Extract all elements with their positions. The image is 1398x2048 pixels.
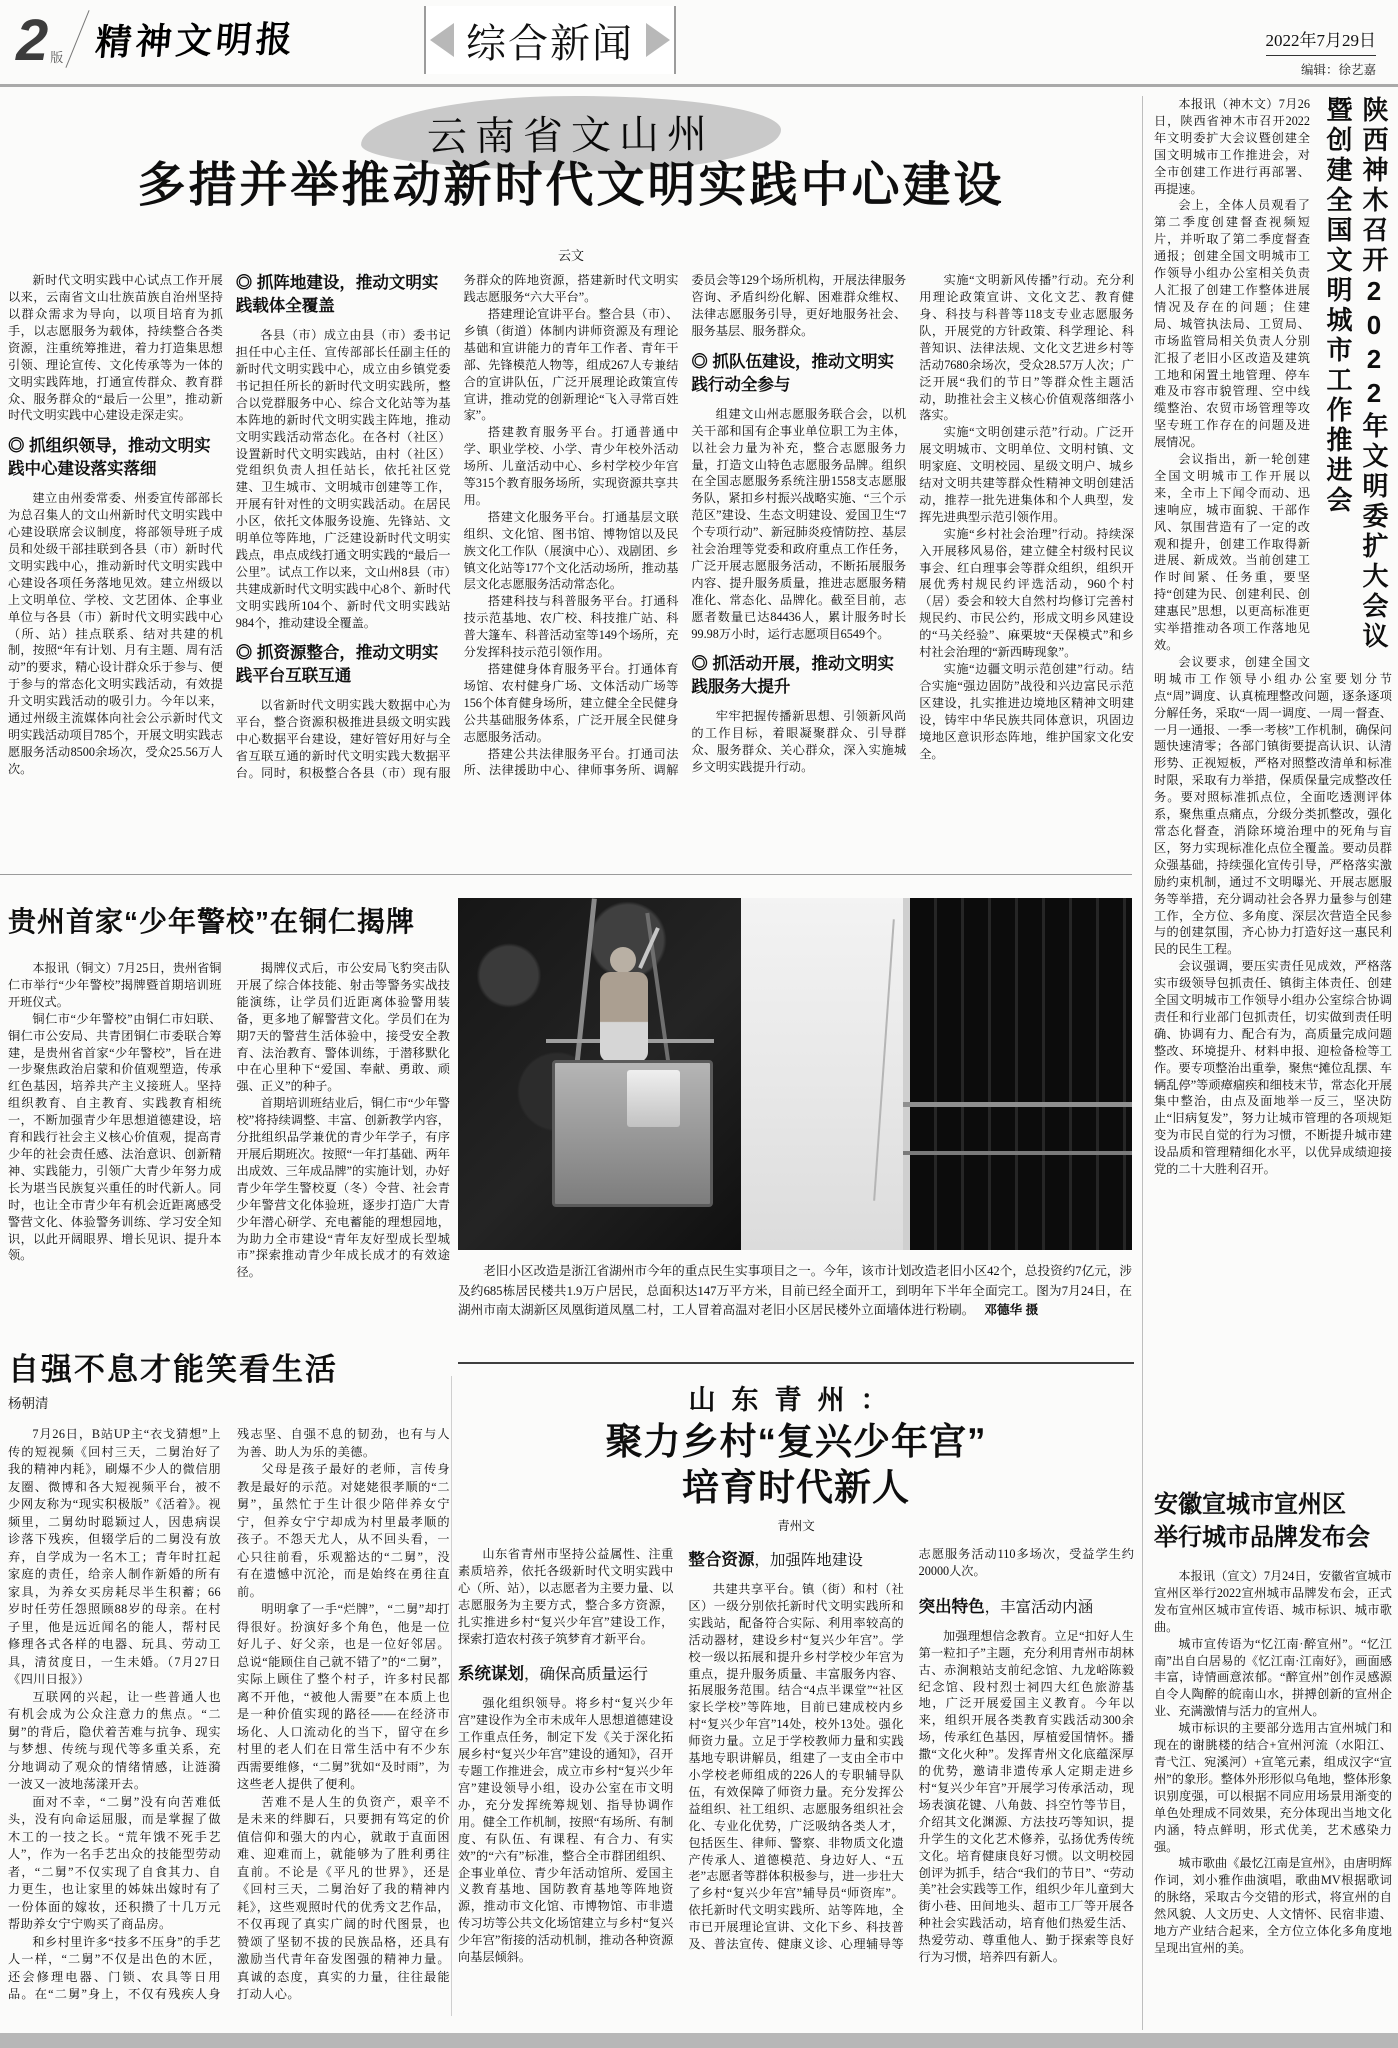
paragraph: 共建共享平台。镇（街）和村（社区）一级分别依托新时代文明实践所和实践站，配备符合实际、利用率较高的活动器材，建设乡村“复兴少年宫”。学校一级以拓展和提升乡村学校少年宫为重点，提升服务质量、丰富服务内容、拓展服务范围。结合“4点半课堂”“社区家长学校”等阵地，目前已建成校内乡村“复兴少年宫”14处，校外13处。强化师资力量。立足于学校教师力量和实践基地专职讲解员，组建了一支由全市中小学校老师组成的226人的专职辅导队伍，有效保障了师资力量。充分发挥公益组织、社工组织、志愿服务组织社会化、专业化优势，广泛吸纳各类人才，包括医生、律师、警察、非物质文化遗产传承人、道德模范、身边好人、“五老”志愿者等群体积极参与，进一步壮大了乡村“复兴少年宫”辅导员“师资库”。依托新时代文明实践所、站等阵地，全市已开展理论宣讲、文化下乡、科技普及、普法宣传、健康义诊、心理辅导等志愿服务活动110多场次，受益学生约20000人次。 [688, 1547, 1134, 1952]
headline-line: 陕西神木召开2022年文明委扩大会议 [1359, 96, 1389, 652]
paragraph: 首期培训班结业后，铜仁市“少年警校”将持续调整、丰富、创新教学内容，分批组织品学兼优的青少年学子，有序开展后期班次。按照“一年打基础、两年出成效、三年成品牌”的实施计划，办好青少年学生警校夏（冬）令营、社会青少年警营文化体验班，逐步打造广大青少年潜心研学、充电蓄能的理想园地，为助力全市建设“青年友好型成长型城市”探索推动青少年成长成才的有效途径。 [236, 1096, 450, 1280]
news-photo [458, 898, 1132, 1250]
xuanzhou-headline [1154, 1488, 1392, 1554]
section-subhead: 系统谋划，确保高质量运行 [458, 1665, 649, 1684]
masthead [16, 8, 298, 73]
paragraph: 城市宣传语为“忆江南·醉宣州”。“忆江南”出自白居易的《忆江南·江南好》，画面感丰富，诗情画意浓郁。“醉宣州”创作灵感源自令人陶醉的皖南山水，拼搏创新的宣州企业、充满激情与活力的宣州人。 [1154, 1636, 1392, 1719]
news-photo-block [458, 898, 1132, 1350]
article-kicker: 云南省文山州 [361, 94, 782, 173]
right-rail-rule [1142, 96, 1143, 2030]
caption-text: 老旧小区改造是浙江省湖州市今年的重点民生实事项目之一。今年，该市计划改造老旧小区42个，总投资约7亿元，涉及约685栋居民楼共1.9万户居民，总面积达147万平方米，目前已经全面开工，到明年下半年全面完工。图为7月24日，在湖州市南太湖新区凤凰街道凤凰二村，工人冒着高温对老旧小区居民楼外立面墙体进行粉刷。 [458, 1264, 1132, 1317]
paragraph: 实施“文明创建示范”行动。广泛开展文明城市、文明单位、文明村镇、文明家庭、文明校园、星级文明户、城乡结对文明共建等群众性精神文明创建活动，推荐一批先进集体和个人典型，发挥先进典型示范引领作用。 [919, 425, 1134, 524]
paragraph: 父母是孩子最好的老师，言传身教是最好的示范。对姥姥很孝顺的“二舅”，虽然忙于生计很少陪伴养女宁宁，但养女宁宁却成为村里最孝顺的孩子。不怨天尤人，从不回头看，一心只往前看，乐观豁达的“二舅”，没有在遗憾中沉沦，而是始终在勇往直前。 [237, 1462, 450, 1599]
paragraph: 以省新时代文明实践大数据中心为平台，整合资源积极推进县级文明实践中心数据平台建设，建好管好用好与全省互联互通的新时代文明实践大数据平台。同时，积极整合各县（市）现有服务群众的阵地资源，搭建新时代文明实践志愿服务“六大平台”。 [235, 273, 679, 781]
essay-headline: 自强不息才能笑看生活 [8, 1352, 338, 1387]
paragraph: 揭牌仪式后，市公安局飞豹突击队开展了综合体技能、射击等警务实战技能演练，让学员们近距离体验警用装备，更多地了解警营文化。学员们在为期7天的警营生活体验中，接受安全教育、法治教育、警体训练，于潜移默化中在心里种下“爱国、奉献、勇敢、顽强、正义”的种子。 [236, 961, 450, 1094]
article-tongren [8, 888, 450, 1340]
right-arrow-icon [646, 23, 670, 57]
paragraph: 组建文山州志愿服务联合会，以机关干部和国有企事业单位职工为主体，以社会力量为补充，整合志愿服务力量，打造文山特色志愿服务品牌。组织在全国志愿服务系统注册1558支志愿服务队，紧扣乡村振兴战略实施、“三个示范区”建设、生态文明建设、爱国卫生“7个专项行动”、新冠肺炎疫情防控、基层社会治理等党委和政府重点工作任务，广泛开展志愿服务活动，不断拓展服务内容、提升服务质量，推进志愿服务精准化、常态化、品牌化。截至目前，志愿者数量已达84436人，累计服务时长99.98万小时，运行志愿项目6549个。 [691, 406, 907, 641]
paragraph: 新时代文明实践中心试点工作开展以来，云南省文山壮族苗族自治州坚持以群众需求为导向，以项目培育为抓手，以志愿服务为载体，持续整合各类资源，注重统筹推进，着力打造集思想引领、理论宣传、文化传承等为一体的文明实践阵地，打通宣传群众、教育群众、服务群众的“最后一公里”，推动新时代文明实践中心建设走深走实。 [8, 273, 223, 423]
paragraph: 和乡村里许多“技多不压身”的手艺人一样，“二舅”不仅是出色的木匠，还会修理电器、门锁、农具等日用品。在“二舅”身上，不仅有残疾人身残志坚、自强不息的韧劲，也有与人为善、助人为乐的美德。 [8, 1427, 450, 2001]
section-subhead: ◎ 抓阵地建设，推动文明实践载体全覆盖 [235, 274, 439, 316]
section-subhead: ◎ 抓队伍建设，推动文明实践行动全参与 [691, 352, 894, 394]
bottom-column-rule [451, 1376, 452, 2016]
paragraph: 本报讯（铜文）7月25日，贵州省铜仁市举行“少年警校”揭牌暨首期培训班开班仪式。 [8, 961, 222, 1009]
paragraph: 搭建健身体育服务平台。打通体育场馆、农村健身广场、文体活动广场等156个体育健身场所，建立健全全民健身公共基础服务体系，广泛开展全民健身志愿服务活动。 [463, 662, 679, 744]
paragraph: 会议要求，创建全国文明城市工作领导小组办公室要划分节点“周”调度、认真梳理整改问题，逐条逐项分解任务，采取“一周一调度、一周一督查、一月一通报、一季一考核”工作机制，确保问题快速清零；各部门镇街要提高认识、认清形势、正视短板，严格对照整改清单和标准时限，采取有力举措，保质保量完成整改任务。要对照标准抓点位，全面吃透测评体系，聚焦重点痛点，分级分类抓整改，强化常态化督查，消除环境治理中的死角与盲区，努力实现标准化点位全覆盖。要动员群众强基础，持续强化宣传引导，严格落实激励约束机制，通过不文明曝光、开展志愿服务等举措，充分调动社会各界力量参与创建工作，全方位、多角度、深层次营造全民参与的创建氛围，齐心协力打造好这一惠民利民的民生工程。 [1154, 654, 1392, 957]
paragraph: 城市标识的主要部分选用古宣州城门和现在的谢朓楼的结合+宣州河流（水阳江、青弋江、宛溪河）+宣笔元素，组成汉字“宣州”的象形。整体外形形似乌龟地，整体形象识别度强，可以根据不同应用场景用渐变的单色处理成不同效果，充分体现出当地文化内涵，特点鲜明，形式优美，艺术感染力强。 [1154, 1721, 1392, 1854]
page-footer-bar [0, 2033, 1398, 2048]
section-title-box [424, 6, 676, 74]
paragraph: 铜仁市“少年警校”由铜仁市妇联、铜仁市公安局、共青团铜仁市委联合筹建，是贵州省首家“少年警校”，旨在进一步聚焦政治启蒙和价值观塑造，传承红色基因，培养共产主义接班人。坚持组织教育、自主教育、实践教育相统一，不断加强青少年思想道德建设，培育和践行社会主义核心价值观，提高青少年的社会责任感、法治意识、创新精神、实践能力，引领广大青少年努力成长为堪当民族复兴重任的时代新人。同时，也让全市青少年有机会近距离感受警营文化、体验警务训练、学习安全知识，以此开阔眼界、增长见识、提升本领。 [8, 1011, 222, 1263]
paragraph: 7月26日，B站UP主“衣戈猜想”上传的短视频《回村三天，二舅治好了我的精神内耗》，刷爆不少人的微信朋友圈、微博和各大短视频平台，被不少网友称为“现实积极版”《活着》。视频里，二舅幼时聪颖过人，因患病误诊落下残疾，但辍学后的二舅没有放弃，自学成为一名木工；青年时扛起家庭的责任，给亲人制作新婚的所有家具，为养女买房耗尽半生积蓄；66岁时任劳任怨照顾88岁的母亲。在村子里，他是远近闻名的能人，帮村民修理各式各样的电器、玩具、劳动工具，清贫度日，一生未婚。（7月27日《四川日报》） [8, 1427, 221, 1686]
qingzhou-headline [458, 1419, 1134, 1511]
section-subhead: ◎ 抓资源整合，推动文明实践平台互联互通 [235, 644, 439, 686]
article-xuanzhou [1154, 1488, 1392, 1957]
header-rule [0, 84, 1398, 87]
paragraph: 城市歌曲《最忆江南是宣州》，由唐明辉作词，刘小雅作曲演唱，歌曲MV根据歌词的脉络，采取古今交错的形式，将宣州的自然风貌、人文历史、人文情怀、民宿非遗、地方产业结合起来，全方位立体化多角度地呈现出宣州的美。 [1154, 1856, 1392, 1955]
paragraph: 各县（市）成立由县（市）委书记担任中心主任、宣传部部长任副主任的新时代文明实践中心，成立由乡镇党委书记担任所长的新时代文明实践所，整合以党群服务中心、综合文化站等为基本阵地的新时代文明实践主阵地，推动文明实践活动常态化。在各村（社区）设置新时代文明实践站，由村（社区）党组织负责人担任站长，依托社区党建、卫生城市、文明城市创建等工作，开展有针对性的文明实践活动。在居民小区，依托文体服务设施、先锋站、文明单位等阵地，广泛建设新时代文明实践点，串点成线打通文明实践的“最后一公里”。试点工作以来，文山州8县（市）共建成新时代文明实践中心8个、新时代文明实践所104个、新时代文明实践站984个，推动建设全覆盖。 [235, 328, 451, 630]
headline-line: 安徽宣城市宣州区 [1154, 1491, 1346, 1518]
tongren-body [8, 960, 450, 1324]
middle-divider-rule [0, 874, 1132, 875]
section-subhead: ◎ 抓活动开展，推动文明实践服务大提升 [691, 655, 894, 697]
headline-line: 暨创建全国文明城市工作推进会 [1323, 96, 1353, 516]
newspaper-nameplate: 精神文明报 [94, 19, 298, 63]
paragraph: 互联网的兴起，让一些普通人也有机会成为公众注意力的焦点。“二舅”的背后，隐伏着苦难与抗争、现实与梦想、传统与现代等多重关系，充分地调动了观众的情绪情感，让涟漪一波又一波地荡漾开去。 [8, 1689, 221, 1791]
paragraph: 本报讯（神木文）7月26日，陕西省神木市召开2022年文明委扩大会议暨创建全国文明城市工作推进会，对全市创建工作进行再部署、再提速。 [1154, 97, 1310, 196]
paragraph: 面对不幸，“二舅”没有向苦难低头，没有向命运屈服，而是掌握了做木工的一技之长。“荒年饿不死手艺人”，作为一名手艺出众的技能型劳动者，“二舅”不仅实现了自食其力、自力更生，也让家里的姊妹出嫁时有了一份体面的嫁妆，还积攒了十几万元帮助养女宁宁购买了商品房。 [8, 1794, 221, 1931]
photo-wall [741, 898, 903, 1250]
photo-credit: 邓德华 摄 [984, 1303, 1039, 1317]
paragraph: 明明拿了一手“烂牌”，“二舅”却打得很好。扮演好多个角色，他是一位好儿子、好父亲，也是一位好邻居。总说“能顾住自己就不错了”的“二舅”，实际上顾住了整个村子，许多村民都离不开他，“被他人需要”在本质上也是一种价值实现的路径——在经济市场化、人口流动化的当下，留守在乡村里的老人们在日常生活中有不少东西需要维修，“二舅”犹如“及时雨”，为这些老人提供了便利。 [237, 1602, 450, 1791]
paragraph: 实施“文明新风传播”行动。充分利用理论政策宣讲、文化文艺、教育健身、科技与科普等118支专业志愿服务队，开展党的方针政策、科学理论、科普知识、法律法规、文化文艺进乡村等活动7680余场次，受众28.57万人次；广泛开展“我们的节日”等群众性主题活动，助推社会主义核心价值观落细落小落实。 [919, 273, 1134, 423]
shenmu-vertical-headline [1320, 96, 1392, 662]
photo-rail-bar [903, 1151, 1132, 1155]
article-wenshan [8, 96, 1134, 868]
photo-worker [610, 947, 636, 973]
paragraph: 会议指出，新一轮创建全国文明城市工作开展以来，全市上下闻令而动、迅速响应，城市面貌、干部作风、氛围营造有了一定的改观和提升，创建工作取得新进展、新成效。当前创建工作时间紧、任务重，要坚持“创建为民、创建利民、创建惠民”思想，以更高标准更实举措推动各项工作落地见效。 [1154, 452, 1310, 652]
article-shenmu [1154, 96, 1392, 1480]
article-qingzhou [458, 1374, 1134, 2032]
photo-worker [600, 972, 648, 1062]
date-block [1266, 26, 1377, 78]
page-header [0, 0, 1398, 88]
headline-line: 聚力乡村“复兴少年宫” [605, 1421, 987, 1462]
editor-line: 编辑：徐艺嘉 [1300, 63, 1376, 77]
qingzhou-top-rule [458, 1362, 1134, 1364]
photo-paint-bucket [627, 1070, 681, 1126]
paragraph: 强化组织领导。将乡村“复兴少年宫”建设作为全市未成年人思想道德建设工作重点任务，制定下发《关于深化拓展乡村“复兴少年宫”建设的通知》，召开专题工作推进会，成立市乡村“复兴少年宫”建设领导小组，设办公室在市文明办，充分发挥统筹规划、指导协调作用。健全工作机制，按照“有场所、有制度、有队伍、有课程、有合力、有实效”的“六有”标准，整合全市群团组织、企事业单位、青少年活动馆所、爱国主义教育基地、国防教育基地等阵地资源，推动市文化馆、市博物馆、市非遗传习坊等公共文化场馆建立与乡村“复兴少年宫”衔接的活动机制，推动各种资源向基层倾斜。 [458, 1696, 674, 1965]
xuanzhou-body [1154, 1568, 1392, 1957]
photo-window [903, 898, 1132, 1250]
paragraph: 建立由州委常委、州委宣传部部长为总召集人的文山州新时代文明实践中心建设联席会议制度，将部领导班子成员和处级干部挂联到各县（市）新时代文明实践中心，推动新时代文明实践中心建设各项任务落地见效。建立州级以上文明单位、学校、文艺团体、企事业单位与各县（市）新时代文明实践中心（所、站）挂点联系、结对共建的机制，按照“年有计划、月有主题、周有活动”的要求，精心设计群众乐于参与、便于参与的常态化文明实践活动，有效提升文明实践活动的吸引力。今年以来，通过州级主流媒体向社会公示新时代文明实践活动项目785个，开展文明实践志愿服务活动8500余场次，受众25.56万人次。 [8, 491, 223, 776]
main-article-body [8, 272, 1134, 876]
headline-line: 举行城市品牌发布会 [1154, 1524, 1370, 1551]
section-subhead: 突出特色，丰富活动内涵 [918, 1597, 1094, 1616]
qingzhou-byline: 青州文 [777, 1519, 815, 1533]
right-rail [1154, 96, 1392, 2030]
tongren-headline: 贵州首家“少年警校”在铜仁揭牌 [8, 906, 416, 937]
essay-body [8, 1426, 450, 2038]
paragraph: 搭建理论宣讲平台。整合县（市）、乡镇（街道）体制内讲师资源及有理论基础和宣讲能力的青年工作者、青年干部、先锋模范人物等，组成267人专兼结合的宣讲队伍，广泛开展理论政策宣传宣讲，推动党的创新理论“飞入寻常百姓家”。 [463, 306, 679, 423]
main-headline: 多措并举推动新时代文明实践中心建设 [137, 159, 1005, 212]
paragraph: 会议强调，要压实责任见成效，严格落实市级领导包抓责任、镇街主体责任、创建全国文明城市工作领导小组办公室综合协调责任和行业部门包抓责任，切实做到责任明确、协调有力、配合有为，高质量完成问题整改、环境提升、材料申报、迎检备检等工作。要专项整治出重拳，聚焦“摊位乱摆、车辆乱停”等顽瘴痼疾和细枝末节，常态化开展集中整治，由点及面地举一反三，坚决防止“旧病复发”，努力让城市管理的各项规矩变为市民自觉的行为习惯，不断提升城市建设品质和管理精细化水平，以优异成绩迎接党的二十大胜利召开。 [1154, 959, 1392, 1177]
photo-rail-bar [903, 1102, 1132, 1107]
paragraph: 牢牢把握传播新思想、引领新风尚的工作目标，着眼凝聚群众、引导群众、服务群众、关心群众，深入实施城乡文明实践提升行动。 [691, 709, 907, 775]
masthead-divider [66, 10, 90, 68]
left-arrow-icon [430, 23, 454, 57]
paragraph: 苦难不是人生的负资产，艰辛不是未来的绊脚石，只要拥有笃定的价值信仰和强大的内心，就敢于直面困难、迎难而上，就能够为了胜利勇往直前。不论是《平凡的世界》，还是《回村三天，二舅治好了我的精神内耗》，这些观照时代的优秀文艺作品，不仅再现了真实广阔的时代图景，也赞颂了坚韧不拔的民族品格，还具有激励当代青年奋发图强的精神力量。真诚的态度，真实的力量，往往最能打动人心。 [237, 1794, 450, 2001]
section-title: 综合新闻 [466, 21, 634, 66]
main-byline: 云文 [557, 248, 584, 264]
page-number: 2 [16, 8, 49, 73]
paragraph: 搭建教育服务平台。打通普通中学、职业学校、小学、青少年校外活动场所、儿童活动中心、乡村学校少年宫等315个教育服务场所，实现资源共享共用。 [463, 425, 679, 507]
paragraph: 会上，全体人员观看了第二季度创建督查视频短片，并听取了第二季度督查通报；创建全国文明城市工作领导小组办公室相关负责人汇报了创建工作整体进展情况及存在的问题；住建局、城管执法局、工贸局、市场监管局相关负责人分别汇报了老旧小区改造及建筑工地和闲置土地管理、停车难及市容市貌管理、空中线缆整治、农贸市场管理等攻坚专班工作存在的问题及进展情况。 [1154, 198, 1310, 450]
qingzhou-body [458, 1546, 1134, 2024]
paragraph: 实施“边疆文明示范创建”行动。结合实施“强边固防”战役和兴边富民示范区建设，扎实推进边境地区精神文明建设，铸牢中华民族共同体意识，巩固边境地区意识形态阵地，维护国家文化安全。 [919, 662, 1134, 761]
section-subhead: ◎ 抓组织领导，推动文明实践中心建设落实落细 [8, 437, 211, 479]
paragraph: 搭建文化服务平台。打通基层文联组织、文化馆、图书馆、博物馆以及民族文化工作队（展演中心）、戏剧团、乡镇文化站等177个文化活动场所，推动基层文化志愿服务活动常态化。 [463, 509, 679, 592]
photo-caption [458, 1262, 1132, 1321]
section-subhead: 整合资源，加强阵地建设 [688, 1551, 863, 1569]
page-number-label: 版 [50, 50, 64, 65]
qingzhou-kicker: 山东青州： [688, 1385, 904, 1415]
paragraph: 搭建科技与科普服务平台。打通科技示范基地、农广校、科技推广站、科普大篷车、科普活动室等149个场所，充分发挥科技示范引领作用。 [463, 594, 679, 660]
paragraph: 本报讯（宣文）7月24日，安徽省宣城市宣州区举行2022宣州城市品牌发布会，正式发布宣州区城市宣传语、城市标识、城市歌曲。 [1154, 1569, 1392, 1634]
article-essay [8, 1344, 450, 2030]
paragraph: 加强理想信念教育。立足“扣好人生第一粒扣子”主题，充分利用青州市胡林古、赤涧粮站支前纪念馆、九龙峪陈毅纪念馆、段村烈士祠四大红色旅游基地，广泛开展爱国主义教育。今年以来，组织开展各类教育实践活动300余场，传承红色基因，厚植爱国情怀。播撒“文化火种”。发挥青州文化底蕴深厚的优势，邀请非遗传承人定期走进乡村“复兴少年宫”开展学习传承活动，现场表演花键、八角鼓、抖空竹等节目，介绍其文化渊源、方法技巧等知识，提升学生的文化艺术修养，弘扬优秀传统文化。培育健康良好习惯。以文明校园创评为抓手，结合“我们的节日”、“劳动美”社会实践等工作，组织少年儿童到大街小巷、田间地头、超市工厂等开展各种社会实践活动，培育他们热爱生活、热爱劳动、尊重他人、勤于探索等良好行为习惯，培养四有新人。 [918, 1628, 1134, 1965]
page-date: 2022年7月29日 [1266, 26, 1377, 56]
paragraph: 实施“乡村社会治理”行动。持续深入开展移风易俗，建立健全村级村民议事会、红白理事会等群众组织，组织开展优秀村规民约评选活动，960个村（居）委会和较大自然村均修订完善村规民约、市民公约，形成文明乡风建设的“马关经验”、麻栗坡“天保模式”和乡村社会治理的“新西畴现象”。 [919, 526, 1134, 660]
paragraph: 搭建公共法律服务平台。打通司法所、法律援助中心、律师事务所、调解委员会等129个场所机构，开展法律服务咨询、矛盾纠纷化解、困难群众维权、法律志愿服务引导，更好地服务社会、服务基层、服务群众。 [463, 273, 907, 778]
essay-author: 杨朝清 [8, 1396, 49, 1411]
paragraph: 山东省青州市坚持公益属性、注重素质培养，依托各级新时代文明实践中心（所、站），以志愿者为主要力量、以志愿服务为主要方式，整合多方资源，扎实推进乡村“复兴少年宫”建设工作，探索打造农村孩子筑梦育才新平台。 [458, 1547, 674, 1646]
headline-line: 培育时代新人 [682, 1467, 910, 1508]
